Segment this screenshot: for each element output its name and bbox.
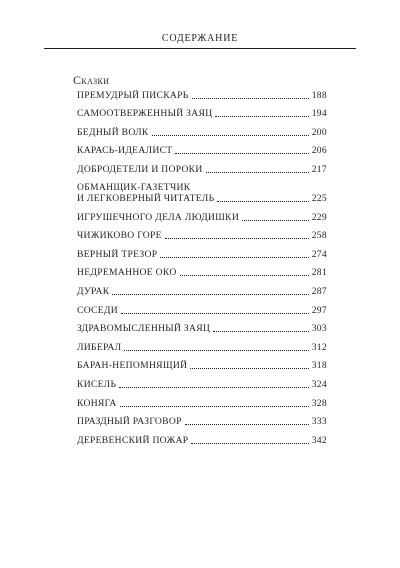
toc-entry[interactable] [77, 119, 327, 138]
toc-entry-title: КАРАСЬ-ИДЕАЛИСТ [77, 145, 173, 157]
toc-entry-page: 258 [311, 230, 327, 242]
dot-leader [217, 201, 308, 202]
toc-entry-title: ПРАЗДНЫЙ РАЗГОВОР [77, 416, 182, 428]
toc-entry-title: БЕДНЫЙ ВОЛК [77, 126, 149, 138]
toc-entry-page: 342 [311, 434, 327, 446]
toc-entry-page: 217 [311, 163, 327, 175]
header-rule [44, 48, 356, 49]
dot-leader [213, 331, 309, 332]
dot-leader [112, 294, 308, 295]
toc-entry-page: 333 [311, 416, 327, 428]
toc-entry-title: ПРЕМУДРЫЙ ПИСКАРЬ [77, 89, 189, 101]
toc-entry-page: 303 [311, 323, 327, 335]
dot-leader [152, 135, 309, 136]
toc-entry[interactable] [77, 427, 327, 446]
toc-entry[interactable] [77, 204, 327, 223]
toc-entry-page: 229 [311, 211, 327, 223]
dot-leader [124, 350, 308, 351]
dot-leader [185, 424, 309, 425]
toc-entry-page: 297 [311, 304, 327, 316]
toc-entry-title: НЕДРЕМАННОЕ ОКО [77, 267, 177, 279]
toc-entry-title: БАРАН-НЕПОМНЯЩИЙ [77, 360, 188, 372]
dot-leader [175, 153, 308, 154]
toc-entry[interactable] [77, 371, 327, 390]
toc-entry[interactable] [77, 316, 327, 335]
toc-entry[interactable] [77, 223, 327, 242]
toc-entry-title: ЧИЖИКОВО ГОРЕ [77, 230, 162, 242]
toc-entry-title: КИСЕЛЬ [77, 378, 117, 390]
dot-leader [121, 313, 309, 314]
toc-entry-title: ДОБРОДЕТЕЛИ И ПОРОКИ [77, 163, 203, 175]
dot-leader [119, 387, 308, 388]
toc-entry-page: 188 [311, 89, 327, 101]
toc-entry-title: СОСЕДИ [77, 304, 118, 316]
toc-entry-page: 225 [311, 192, 327, 204]
dot-leader [190, 368, 308, 369]
toc-entry-title: КОНЯГА [77, 397, 117, 409]
toc-entry-title: ОБМАНЩИК-ГАЗЕТЧИК И ЛЕГКОВЕРНЫЙ ЧИТАТЕЛЬ [77, 181, 215, 204]
running-head: СОДЕРЖАНИЕ [161, 33, 239, 44]
toc-entry[interactable] [77, 156, 327, 175]
toc-entry[interactable] [77, 138, 327, 157]
toc-entry-title: ДУРАК [77, 285, 110, 297]
toc-entry[interactable] [77, 101, 327, 120]
toc-entry[interactable] [77, 175, 327, 204]
toc-entry[interactable] [77, 390, 327, 409]
dot-leader [206, 172, 309, 173]
toc-entry-page: 312 [311, 341, 327, 353]
toc-entry[interactable] [77, 260, 327, 279]
toc-entry-page: 206 [311, 145, 327, 157]
dot-leader [180, 275, 309, 276]
dot-leader [160, 257, 308, 258]
toc-entry[interactable] [77, 297, 327, 316]
toc-entry-page: 318 [311, 360, 327, 372]
toc-entry[interactable] [77, 353, 327, 372]
toc-entry-page: 200 [311, 126, 327, 138]
toc-entry-page: 194 [311, 108, 327, 120]
toc-entry[interactable] [77, 82, 327, 101]
toc-entry-page: 274 [311, 248, 327, 260]
toc-entry-page: 328 [311, 397, 327, 409]
toc-entry[interactable] [77, 278, 327, 297]
section-title: Сказки [73, 73, 110, 87]
dot-leader [192, 98, 309, 99]
toc-entry[interactable] [77, 334, 327, 353]
dot-leader [242, 220, 309, 221]
dot-leader [120, 406, 309, 407]
toc-entry-title: ИГРУШЕЧНОГО ДЕЛА ЛЮДИШКИ [77, 211, 240, 223]
dot-leader [215, 116, 308, 117]
toc-entry-page: 324 [311, 378, 327, 390]
dot-leader [191, 443, 308, 444]
toc-entry-title: ЗДРАВОМЫСЛЕННЫЙ ЗАЯЦ [77, 323, 211, 335]
toc-entry-title: ВЕРНЫЙ ТРЕЗОР [77, 248, 158, 260]
toc-entry-page: 281 [311, 267, 327, 279]
toc-entry[interactable] [77, 409, 327, 428]
toc-entry-title: ЛИБЕРАЛ [77, 341, 122, 353]
toc-entry[interactable] [77, 241, 327, 260]
toc-entry-page: 287 [311, 285, 327, 297]
toc-entry-title: САМООТВЕРЖЕННЫЙ ЗАЯЦ [77, 108, 213, 120]
table-of-contents [77, 82, 327, 446]
dot-leader [165, 238, 309, 239]
toc-entry-title: ДЕРЕВЕНСКИЙ ПОЖАР [77, 434, 189, 446]
